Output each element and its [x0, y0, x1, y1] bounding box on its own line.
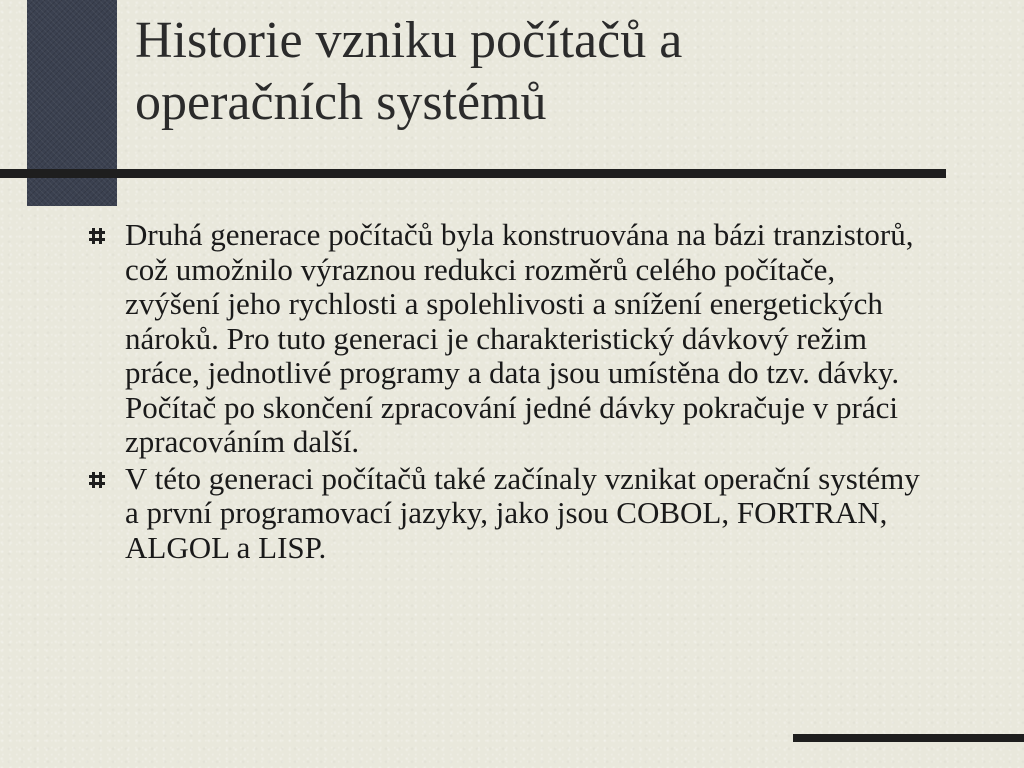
bullet-text: V této generaci počítačů také začínaly vznikat operační systémy a první programovací jazyky, jako jsou COBOL, FORTRAN, ALGOL a LISP. — [125, 460, 920, 565]
bullet-item — [87, 218, 927, 460]
hash-bullet-icon — [89, 228, 105, 244]
bullet-list — [87, 218, 927, 567]
title-underline-rule — [0, 169, 946, 178]
bullet-item — [87, 462, 927, 566]
slide-title-line-1: Historie vzniku počítačů a — [135, 12, 683, 69]
bottom-right-rule — [793, 734, 1024, 742]
slide-title-line-2: operačních systémů — [135, 74, 547, 131]
bullet-text: Druhá generace počítačů byla konstruována na bázi tranzistorů, což umožnilo výraznou redukci rozměrů celého počítače, zvýšení jeho rychlosti a spolehlivosti a snížení energetických nároků. Pro tuto generaci je charakteristický dávkový režim práce, jednotlivé programy a data jsou umístěna do tzv. dávky. Počítač po skončení zpracování jedné dávky pokračuje v práci zpracováním další. — [125, 217, 914, 459]
slide-title — [135, 10, 935, 134]
hash-bullet-icon — [89, 472, 105, 488]
